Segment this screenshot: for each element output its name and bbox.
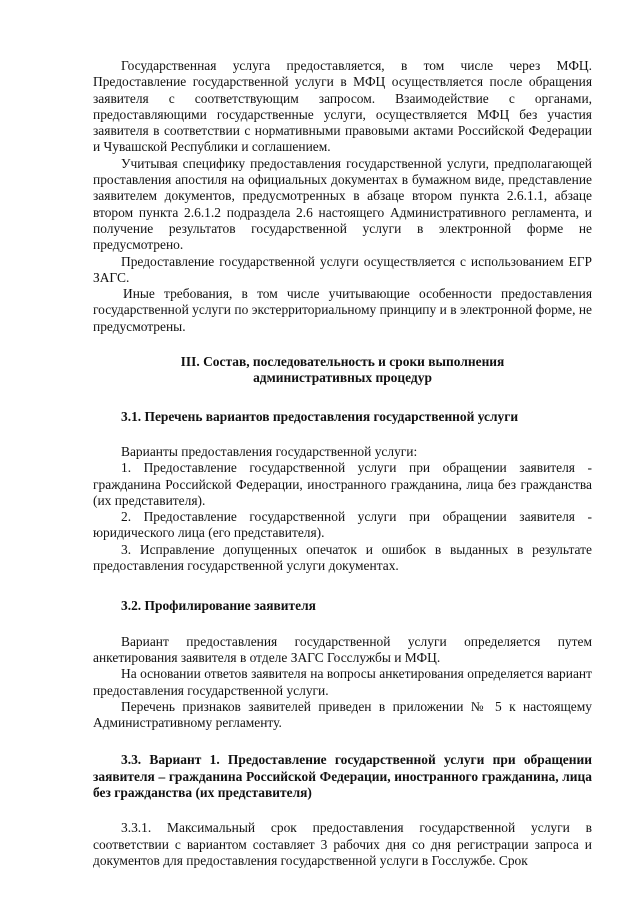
variant-item-1: 1. Предоставление государственной услуги при обращении заявителя - гражданина Российской Федерации, иностранного гражданина, лица без гражданства (их представителя). (93, 460, 592, 508)
paragraph-egr-zags: Предоставление государственной услуги осуществляется с использованием ЕГР ЗАГС. (93, 253, 592, 285)
profiling-paragraph-1: Вариант предоставления государственной услуги определяется путем анкетирования заявителя в отделе ЗАГС Госслужбы и МФЦ. (93, 633, 592, 665)
profiling-paragraph-2: На основании ответов заявителя на вопросы анкетирования определяется вариант предоставления государственной услуги. (93, 666, 592, 698)
paragraph-3-3-1: 3.3.1. Максимальный срок предоставления государственной услуги в соответствии с вариантом составляет 3 рабочих дня со дня регистрации запроса и документов для предоставления государственной услуги в Госслужбе. Срок (93, 820, 592, 868)
variant-item-3: 3. Исправление допущенных опечаток и ошибок в выданных в результате предоставления государственной услуги документах. (93, 541, 592, 574)
variant-item-2: 2. Предоставление государственной услуги при обращении заявителя - юридического лица (его представителя). (93, 509, 592, 541)
variants-intro: Варианты предоставления государственной услуги: (121, 443, 418, 459)
subsection-3-1-heading: 3.1. Перечень вариантов предоставления государственной услуги (121, 408, 519, 424)
subsection-3-3-heading: 3.3. Вариант 1. Предоставление государственной услуги при обращении заявителя – гражданина Российской Федерации, иностранного гражданина, лица без гражданства (их представителя) (93, 752, 592, 800)
section-3-heading (93, 354, 592, 387)
paragraph-apostille: Учитывая специфику предоставления государственной услуги, предполагающей проставления апостиля на официальных документах в бумажном виде, представление заявителем документов, предусмотренных в абзаце втором пункта 2.6.1.1, абзаце втором пункта 2.6.1.2 подраздела 2.6 настоящего Административного регламента, и получение результатов государственной услуги в электронной форме не предусмотрено. (93, 155, 592, 253)
section-3-heading-line-1: III. Состав, последовательность и сроки выполнения (180, 354, 505, 370)
subsection-3-2-heading: 3.2. Профилирование заявителя (121, 598, 316, 614)
paragraph-other-requirements: Иные требования, в том числе учитывающие особенности предоставления государственной услуги по экстерриториальному принципу и в электронной форме, не предусмотрены. (93, 286, 592, 334)
section-3-heading-line-2: административных процедур (253, 370, 432, 386)
profiling-paragraph-3: Перечень признаков заявителей приведен в приложении № 5 к настоящему Административному регламенту. (93, 698, 592, 731)
paragraph-mfc: Государственная услуга предоставляется, в том числе через МФЦ. Предоставление государственной услуги в МФЦ осуществляется после обращения заявителя с соответствующим запросом. Взаимодействие с органами, предоставляющими государственные услуги, осуществляется МФЦ без участия заявителя в соответствии с нормативными правовыми актами Российской Федерации и Чувашской Республики и соглашением. (93, 58, 592, 155)
